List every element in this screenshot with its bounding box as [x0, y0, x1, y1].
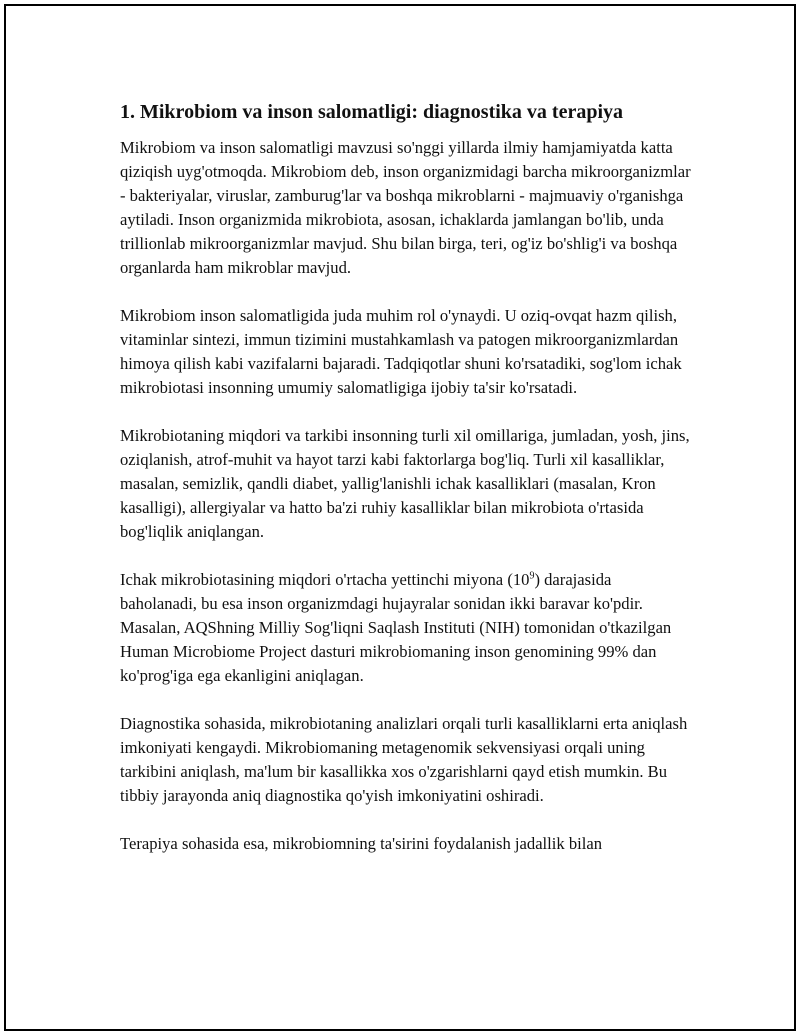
page-frame — [4, 4, 796, 1031]
paragraph-4-text-start: Ichak mikrobiotasining miqdori o'rtacha yettinchi miyona (10 — [120, 570, 530, 589]
paragraph-4-text-end: ) darajasida baholanadi, bu esa inson organizmdagi hujayralar sonidan ikki baravar ko'pdir. Masalan, AQShning Milliy Sog'liqni Saqlash Instituti (NIH) tomonidan o'tkazilgan Human Microbiome Project dasturi mikrobiomaning inson genomining 99% dan ko'prog'iga ega ekanligini aniqlagan. — [120, 570, 672, 685]
section-heading: 1. Mikrobiom va inson salomatligi: diagnostika va terapiya — [120, 101, 624, 123]
paragraph-5: Diagnostika sohasida, mikrobiotaning analizlari orqali turli kasalliklarni erta aniqlash imkoniyati kengaydi. Mikrobiomaning metagenomik sekvensiyasi orqali uning tarkibini aniqlash, ma'lum bir kasallikka xos o'zgarishlarni qayd etish mumkin. Bu tibbiy jarayonda aniq diagnostika qo'yish imkoniyatini oshiradi. — [120, 714, 688, 805]
paragraph-3: Mikrobiotaning miqdori va tarkibi insonning turli xil omillariga, jumladan, yosh, jins, oziqlanish, atrof-muhit va hayot tarzi kabi faktorlarga bog'liq. Turli xil kasalliklar, masalan, semizlik, qandli diabet, yallig'lanishli ichak kasalliklari (masalan, Kron kasalligi), allergiyalar va hatto ba'zi ruhiy kasalliklar bilan mikrobiota o'rtasida bog'liqlik aniqlangan. — [120, 426, 690, 541]
paragraph-1: Mikrobiom va inson salomatligi mavzusi so'nggi yillarda ilmiy hamjamiyatda katta qiziqish uyg'otmoqda. Mikrobiom deb, inson organizmidagi barcha mikroorganizmlar - bakteriyalar, viruslar, zamburug'lar va boshqa mikroblarni - majmuaviy o'rganishga aytiladi. Inson organizmida mikrobiota, asosan, ichaklarda jamlangan bo'lib, unda trillionlab mikroorganizmlar mavjud. Shu bilan birga, teri, og'iz bo'shlig'i va boshqa organlarda ham mikroblar mavjud. — [120, 138, 691, 277]
paragraph-6: Terapiya sohasida esa, mikrobiomning ta'sirini foydalanish jadallik bilan — [120, 834, 603, 853]
document-body — [120, 98, 692, 856]
paragraph-2: Mikrobiom inson salomatligida juda muhim rol o'ynaydi. U oziq-ovqat hazm qilish, vitaminlar sintezi, immun tizimini mustahkamlash va patogen mikroorganizmlardan himoya qilish kabi vazifalarni bajaradi. Tadqiqotlar shuni ko'rsatadiki, sog'lom ichak mikrobiotasi insonning umumiy salomatligiga ijobiy ta'sir ko'rsatadi. — [120, 306, 682, 397]
exponent: 9 — [529, 570, 535, 582]
paragraph-4 — [120, 568, 692, 688]
